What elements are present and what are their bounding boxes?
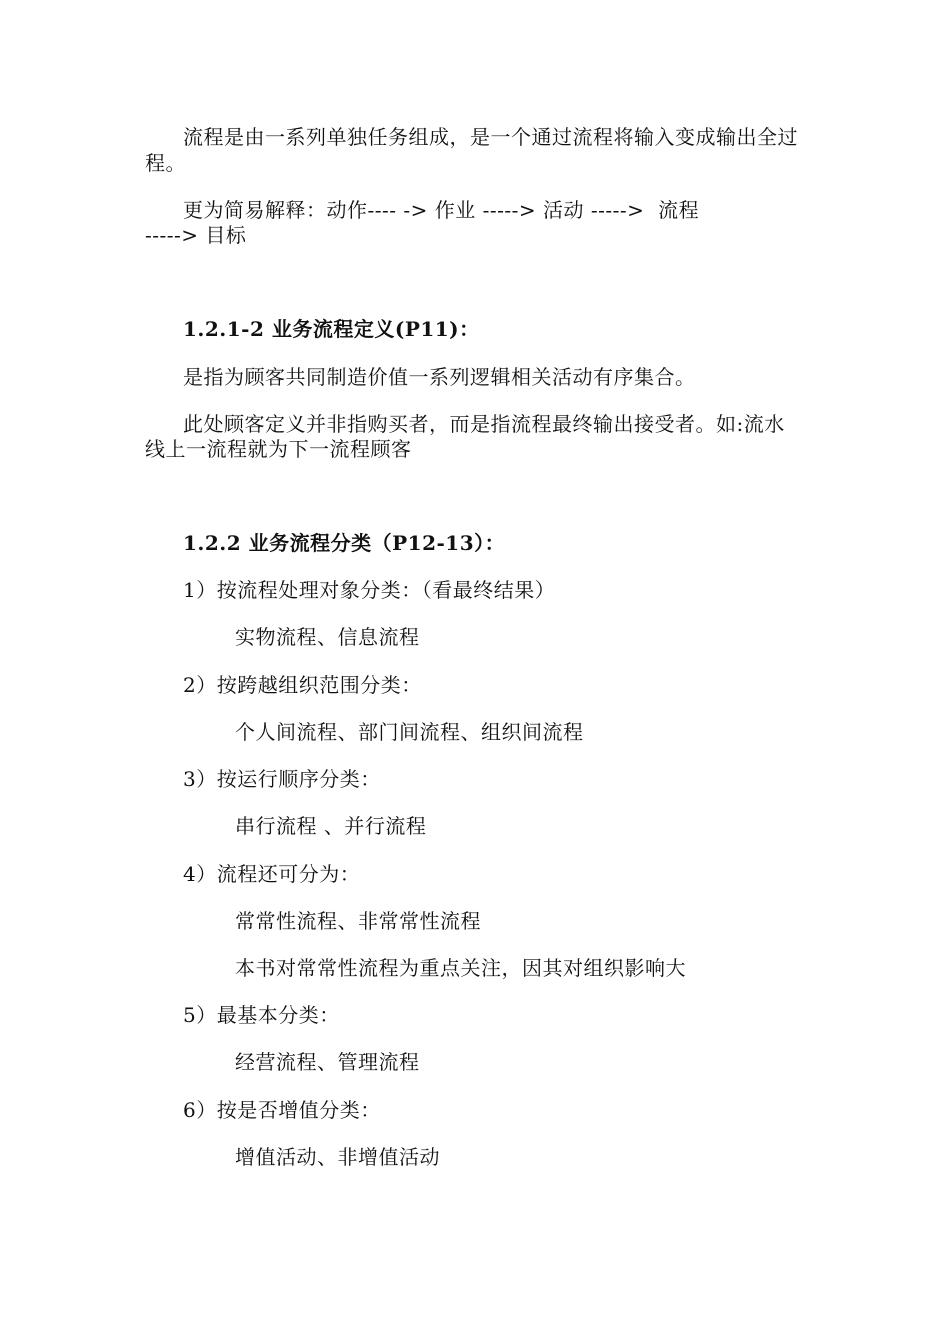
intro-paragraph-2-line-1: 更为简易解释：动作---- -> 作业 -----> 活动 -----> 流程: [183, 198, 700, 222]
intro-paragraph-1-line-1: 流程是由一系列单独任务组成，是一个通过流程将输入变成输出全过: [183, 125, 798, 149]
category-1-detail: 实物流程、信息流程: [235, 625, 420, 649]
category-5-detail: 经营流程、管理流程: [235, 1050, 420, 1074]
intro-paragraph-1-line-2: 程。: [145, 151, 186, 175]
section-122-heading: 1.2.2 业务流程分类（P12-13）：: [183, 531, 506, 555]
section-121-heading: 1.2.1-2 业务流程定义(P11)：: [183, 317, 480, 341]
intro-paragraph-2-line-2: -----> 目标: [145, 223, 247, 247]
category-4-detail-1: 常常性流程、非常常性流程: [235, 909, 481, 933]
category-6-detail: 增值活动、非增值活动: [235, 1145, 440, 1169]
category-1-label: 1）按流程处理对象分类：（看最终结果）: [183, 578, 556, 602]
category-5-label: 5）最基本分类：: [183, 1003, 340, 1027]
category-4-detail-2: 本书对常常性流程为重点关注，因其对组织影响大: [235, 956, 686, 980]
section-121-paragraph-2-line-1: 此处顾客定义并非指购买者，而是指流程最终输出接受者。如:流水: [183, 412, 785, 436]
category-3-detail: 串行流程 、并行流程: [235, 814, 427, 838]
section-121-paragraph-2-line-2: 线上一流程就为下一流程顾客: [145, 437, 412, 461]
category-6-label: 6）按是否增值分类：: [183, 1098, 381, 1122]
section-121-paragraph-1: 是指为顾客共同制造价值一系列逻辑相关活动有序集合。: [183, 365, 696, 389]
category-2-detail: 个人间流程、部门间流程、组织间流程: [235, 720, 584, 744]
category-4-label: 4）流程还可分为：: [183, 862, 361, 886]
category-3-label: 3）按运行顺序分类：: [183, 767, 381, 791]
category-2-label: 2）按跨越组织范围分类：: [183, 673, 422, 697]
